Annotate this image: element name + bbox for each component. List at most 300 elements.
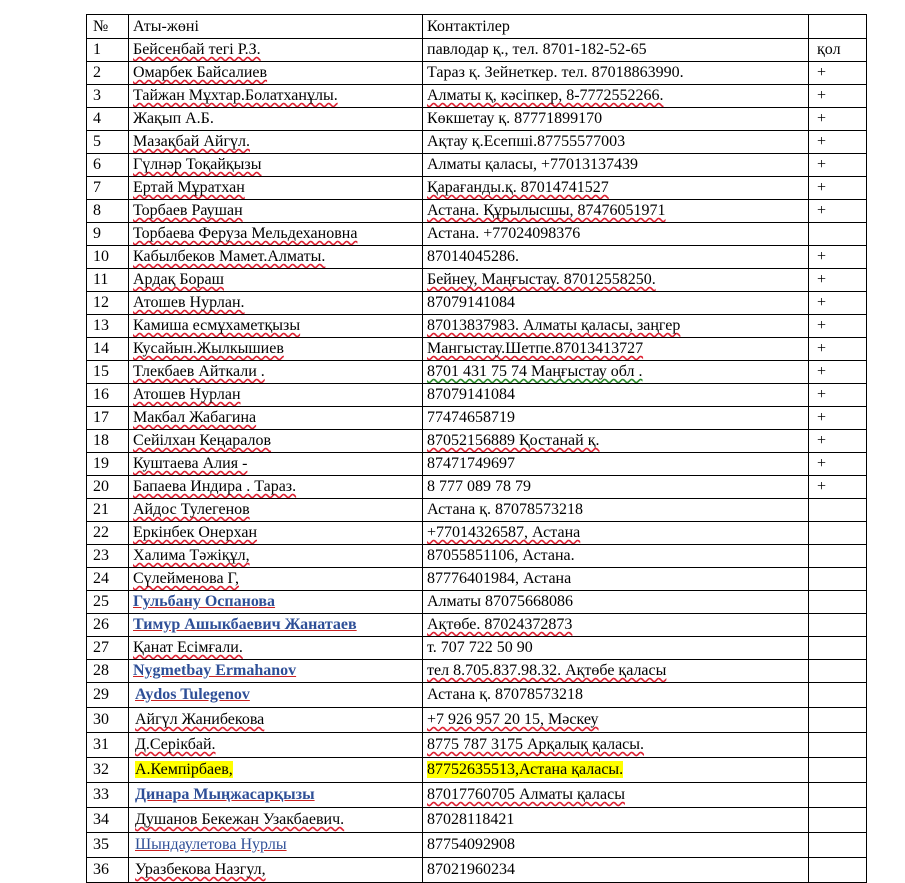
person-name	[129, 660, 423, 683]
person-name	[129, 85, 423, 108]
person-name-text: Атошев Нурлан	[133, 386, 241, 403]
person-name-text: Тайжан Мұхтар.Болатханұлы.	[133, 87, 338, 104]
person-name-text[interactable]: Шындаулетова Нурлы	[135, 836, 287, 853]
person-name-text: Сүлейменова Г,	[133, 570, 239, 587]
table-row	[87, 154, 867, 177]
row-number	[87, 783, 129, 808]
status-mark	[809, 476, 867, 499]
row-number-text: 20	[93, 478, 109, 495]
status-mark	[809, 708, 867, 733]
contact-info-text: Көкшетау қ. 87771899170	[427, 110, 603, 127]
person-name	[129, 177, 423, 200]
person-name	[129, 568, 423, 591]
contact-info-text: 8775 787 3175 Арқалық қаласы.	[427, 736, 645, 753]
status-mark	[809, 858, 867, 883]
person-name-text: Еркінбек Онерхан	[133, 524, 258, 541]
table-row	[87, 499, 867, 522]
contact-info-text: Мангыстау.Шетпе.87013413727	[427, 340, 644, 357]
status-mark-text: +	[817, 87, 827, 104]
person-name-text: Халима Тәжіқұл,	[133, 547, 250, 564]
contact-info	[423, 833, 809, 858]
status-mark	[809, 246, 867, 269]
contact-info	[423, 858, 809, 883]
contact-info-text: т. 707 722 50 90	[427, 639, 533, 656]
table-row	[87, 108, 867, 131]
contact-info	[423, 708, 809, 733]
person-name	[129, 430, 423, 453]
person-name-text[interactable]: Динара Мыңжасарқызы	[135, 786, 315, 803]
contact-info-text: 87017760705 Алматы қаласы	[427, 786, 625, 803]
contact-info	[423, 108, 809, 131]
row-number-text: 8	[93, 202, 101, 219]
status-mark	[809, 292, 867, 315]
table-row	[87, 292, 867, 315]
row-number	[87, 292, 129, 315]
person-name	[129, 269, 423, 292]
person-name-text: Камиша есмұхаметқызы	[133, 317, 301, 334]
person-name-text: Айгүл Жанибекова	[135, 711, 265, 728]
row-number	[87, 833, 129, 858]
row-number	[87, 85, 129, 108]
table-row	[87, 614, 867, 637]
person-name-text: Торбаев Раушан	[133, 202, 243, 219]
row-number-text: 3	[93, 87, 101, 104]
status-mark-text: +	[817, 455, 827, 472]
header-contacts: Контактілер	[423, 15, 809, 39]
person-name	[129, 858, 423, 883]
contact-info	[423, 39, 809, 62]
row-number-text: 17	[93, 409, 109, 426]
row-number	[87, 858, 129, 883]
person-name-text: Атошев Нурлан.	[133, 294, 245, 311]
contact-info-text: 87079141084	[427, 386, 515, 403]
contact-info	[423, 522, 809, 545]
contact-info	[423, 568, 809, 591]
table-row	[87, 223, 867, 246]
row-number	[87, 200, 129, 223]
table-row	[87, 660, 867, 683]
status-mark	[809, 361, 867, 384]
contact-info	[423, 246, 809, 269]
person-name	[129, 223, 423, 246]
contact-info-text: Алматы қаласы, +77013137439	[427, 156, 638, 173]
contact-info	[423, 545, 809, 568]
status-mark	[809, 85, 867, 108]
contact-info	[423, 200, 809, 223]
table-row	[87, 637, 867, 660]
table-row	[87, 591, 867, 614]
status-mark	[809, 591, 867, 614]
table-row	[87, 758, 867, 783]
person-name	[129, 407, 423, 430]
table-row	[87, 39, 867, 62]
person-name	[129, 758, 423, 783]
contact-info-text: Астана қ. 87078573218	[427, 686, 583, 703]
status-mark	[809, 637, 867, 660]
person-name	[129, 708, 423, 733]
row-number-text: 18	[93, 432, 109, 449]
row-number	[87, 683, 129, 708]
status-mark	[809, 758, 867, 783]
status-mark-text: +	[817, 294, 827, 311]
person-name-text: А.Кемпірбаев,	[135, 761, 233, 778]
person-name-text: Ертай Мұратхан	[133, 179, 245, 196]
row-number-text: 32	[93, 761, 109, 778]
contact-info-text: Тараз қ. Зейнеткер. тел. 87018863990.	[427, 64, 684, 81]
row-number	[87, 614, 129, 637]
contact-info	[423, 476, 809, 499]
row-number-text: 29	[93, 686, 109, 703]
status-mark-text: +	[817, 202, 827, 219]
row-number-text: 19	[93, 455, 109, 472]
table-row	[87, 407, 867, 430]
table-row	[87, 708, 867, 733]
table-row	[87, 568, 867, 591]
status-mark	[809, 783, 867, 808]
person-name-text[interactable]: Тимур Ашыкбаевич Жанатаев	[133, 616, 357, 633]
person-name-text: Торбаева Феруза Мельдехановна	[133, 225, 358, 242]
row-number-text: 14	[93, 340, 109, 357]
row-number	[87, 246, 129, 269]
person-name	[129, 683, 423, 708]
status-mark	[809, 39, 867, 62]
document-page	[86, 14, 866, 883]
contact-info	[423, 384, 809, 407]
contact-info	[423, 131, 809, 154]
row-number	[87, 758, 129, 783]
status-mark	[809, 131, 867, 154]
row-number-text: 6	[93, 156, 101, 173]
status-mark-text: +	[817, 156, 827, 173]
contact-info	[423, 499, 809, 522]
status-mark	[809, 545, 867, 568]
contact-info-text: 87079141084	[427, 294, 515, 311]
contact-info	[423, 808, 809, 833]
person-name-text: Мазақбай Айгүл.	[133, 133, 250, 150]
table-row	[87, 246, 867, 269]
table-row	[87, 453, 867, 476]
row-number-text: 34	[93, 811, 109, 828]
row-number-text: 30	[93, 711, 109, 728]
contact-info	[423, 614, 809, 637]
status-mark-text: +	[817, 409, 827, 426]
person-name	[129, 39, 423, 62]
contact-info	[423, 361, 809, 384]
person-name-text: Кусайын.Жылкышиев	[133, 340, 284, 357]
person-name-text: Бейсенбай тегі Р.З.	[133, 41, 261, 58]
contact-info-text: 87028118421	[427, 811, 515, 828]
contact-info-text: +7 926 957 20 15, Мәскеу	[427, 711, 599, 728]
row-number-text: 11	[93, 271, 109, 288]
status-mark-text: +	[817, 271, 827, 288]
row-number-text: 31	[93, 736, 109, 753]
status-mark	[809, 430, 867, 453]
row-number-text: 12	[93, 294, 109, 311]
contact-info-text: 87776401984, Астана	[427, 570, 572, 587]
person-name	[129, 499, 423, 522]
table-row	[87, 131, 867, 154]
row-number-text: 9	[93, 225, 101, 242]
person-name	[129, 476, 423, 499]
row-number	[87, 108, 129, 131]
person-name	[129, 108, 423, 131]
row-number	[87, 131, 129, 154]
table-row	[87, 177, 867, 200]
person-name-text: Душанов Бекежан Узакбаевич.	[135, 811, 345, 828]
person-name	[129, 361, 423, 384]
contact-info	[423, 733, 809, 758]
status-mark	[809, 522, 867, 545]
contact-info	[423, 758, 809, 783]
status-mark	[809, 453, 867, 476]
row-number	[87, 522, 129, 545]
row-number	[87, 361, 129, 384]
contact-info-text: 87754092908	[427, 836, 515, 853]
status-mark	[809, 660, 867, 683]
person-name	[129, 131, 423, 154]
person-name	[129, 522, 423, 545]
row-number	[87, 338, 129, 361]
table-row	[87, 783, 867, 808]
row-number	[87, 708, 129, 733]
row-number	[87, 733, 129, 758]
contact-info-text: Бейнеу, Маңғыстау. 87012558250.	[427, 271, 656, 288]
row-number-text: 33	[93, 786, 109, 803]
status-mark	[809, 808, 867, 833]
status-mark	[809, 614, 867, 637]
contact-info-text: тел 8.705.837.98.32. Ақтөбе қаласы	[427, 662, 667, 679]
status-mark-text: +	[817, 110, 827, 127]
table-row	[87, 200, 867, 223]
row-number-text: 26	[93, 616, 109, 633]
contact-info-text: 8 777 089 78 79	[427, 478, 531, 495]
contact-info	[423, 85, 809, 108]
person-name-text: Ардақ Бораш	[133, 271, 224, 288]
contact-info-text: Алматы 87075668086	[427, 593, 573, 610]
person-name-text: Сейілхан Кеңаралов	[133, 432, 272, 449]
table-row	[87, 833, 867, 858]
status-mark	[809, 733, 867, 758]
row-number	[87, 637, 129, 660]
contact-info-text: 77474658719	[427, 409, 515, 426]
row-number-text: 22	[93, 524, 109, 541]
contact-info-text: 87471749697	[427, 455, 515, 472]
table-row	[87, 858, 867, 883]
header-name: Аты-жөні	[129, 15, 423, 39]
person-name	[129, 733, 423, 758]
contact-info-text: 87021960234	[427, 861, 515, 878]
contact-info-text: Астана қ. 87078573218	[427, 501, 583, 518]
table-row	[87, 62, 867, 85]
contact-info-text: 87052156889 Қостанай қ.	[427, 432, 600, 449]
contact-info	[423, 269, 809, 292]
status-mark-text: +	[817, 64, 827, 81]
contacts-table	[86, 14, 867, 883]
person-name	[129, 783, 423, 808]
contact-info	[423, 338, 809, 361]
row-number	[87, 223, 129, 246]
header-mark	[809, 15, 867, 39]
status-mark	[809, 269, 867, 292]
row-number	[87, 808, 129, 833]
contact-info-text: Ақтау қ.Есепші.87755577003	[427, 133, 626, 150]
row-number	[87, 154, 129, 177]
person-name	[129, 637, 423, 660]
person-name-text: Макбал Жабагина	[133, 409, 257, 426]
table-row	[87, 269, 867, 292]
contact-info-text: 8701 431 75 74 Маңғыстау обл .	[427, 363, 643, 380]
status-mark	[809, 407, 867, 430]
row-number	[87, 499, 129, 522]
row-number	[87, 591, 129, 614]
person-name-text: Кабылбеков Мамет.Алматы.	[133, 248, 326, 265]
status-mark	[809, 683, 867, 708]
row-number-text: 1	[93, 41, 101, 58]
header-number: №	[87, 15, 129, 39]
row-number-text: 24	[93, 570, 109, 587]
row-number	[87, 430, 129, 453]
table-row	[87, 338, 867, 361]
table-row	[87, 476, 867, 499]
contact-info	[423, 783, 809, 808]
row-number	[87, 568, 129, 591]
row-number-text: 2	[93, 64, 101, 81]
row-number	[87, 384, 129, 407]
contact-info	[423, 430, 809, 453]
row-number-text: 16	[93, 386, 109, 403]
contact-info	[423, 453, 809, 476]
person-name	[129, 545, 423, 568]
person-name-text: Д.Серікбай.	[135, 736, 216, 753]
contact-info-text: 87752635513,Астана қаласы.	[427, 761, 624, 778]
status-mark	[809, 177, 867, 200]
status-mark	[809, 108, 867, 131]
table-row	[87, 85, 867, 108]
contact-info	[423, 683, 809, 708]
status-mark-text: +	[817, 248, 827, 265]
row-number-text: 7	[93, 179, 101, 196]
row-number-text: 27	[93, 639, 109, 656]
contact-info	[423, 62, 809, 85]
row-number-text: 13	[93, 317, 109, 334]
contact-info	[423, 177, 809, 200]
table-row	[87, 522, 867, 545]
person-name	[129, 591, 423, 614]
contact-info	[423, 407, 809, 430]
person-name-text[interactable]: Aydos Tulegenov	[135, 686, 250, 703]
row-number	[87, 545, 129, 568]
contact-info-text: 87055851106, Астана.	[427, 547, 575, 564]
status-mark-text: қол	[817, 41, 841, 58]
row-number-text: 21	[93, 501, 109, 518]
person-name	[129, 246, 423, 269]
status-mark	[809, 154, 867, 177]
contact-info-text: 87014045286.	[427, 248, 519, 265]
status-mark	[809, 223, 867, 246]
row-number	[87, 453, 129, 476]
contact-info	[423, 292, 809, 315]
row-number-text: 4	[93, 110, 101, 127]
row-number-text: 10	[93, 248, 109, 265]
status-mark-text: +	[817, 478, 827, 495]
person-name	[129, 292, 423, 315]
table-row	[87, 315, 867, 338]
contact-info-text: Астана. Құрылысшы, 87476051971	[427, 202, 666, 219]
status-mark-text: +	[817, 133, 827, 150]
contact-info-text: Қарағанды.қ. 87014741527	[427, 179, 609, 196]
table-header-row	[87, 15, 867, 39]
person-name	[129, 315, 423, 338]
person-name-text: Омарбек Байсалиев	[133, 64, 268, 81]
row-number	[87, 315, 129, 338]
status-mark-text: +	[817, 317, 827, 334]
person-name	[129, 384, 423, 407]
status-mark	[809, 200, 867, 223]
row-number	[87, 62, 129, 85]
contact-info-text: +77014326587, Астана	[427, 524, 581, 541]
contact-info-text: Ақтөбе. 87024372873	[427, 616, 573, 633]
row-number-text: 15	[93, 363, 109, 380]
contact-info	[423, 660, 809, 683]
row-number-text: 5	[93, 133, 101, 150]
status-mark	[809, 833, 867, 858]
person-name	[129, 833, 423, 858]
contact-info-text: 87013837983. Алматы қаласы, заңгер	[427, 317, 681, 334]
contact-info	[423, 315, 809, 338]
person-name	[129, 614, 423, 637]
person-name-text[interactable]: Nygmetbay Ermahanov	[133, 662, 297, 679]
row-number	[87, 476, 129, 499]
contact-info	[423, 154, 809, 177]
person-name	[129, 453, 423, 476]
row-number-text: 25	[93, 593, 109, 610]
status-mark	[809, 499, 867, 522]
row-number-text: 23	[93, 547, 109, 564]
table-row	[87, 733, 867, 758]
row-number-text: 35	[93, 836, 109, 853]
table-row	[87, 683, 867, 708]
person-name-text: Уразбекова Назгул,	[135, 861, 266, 878]
status-mark	[809, 338, 867, 361]
person-name-text: Жақып А.Б.	[133, 110, 214, 127]
row-number	[87, 177, 129, 200]
person-name	[129, 62, 423, 85]
status-mark-text: +	[817, 432, 827, 449]
person-name	[129, 338, 423, 361]
row-number-text: 36	[93, 861, 109, 878]
status-mark-text: +	[817, 179, 827, 196]
contact-info-text: Алматы қ, кәсіпкер, 8-7772552266.	[427, 87, 664, 104]
table-row	[87, 545, 867, 568]
person-name	[129, 808, 423, 833]
status-mark	[809, 62, 867, 85]
table-row	[87, 361, 867, 384]
person-name-text: Гүлнәр Тоқайқызы	[133, 156, 262, 173]
row-number-text: 28	[93, 662, 109, 679]
person-name	[129, 200, 423, 223]
person-name-text: Куштаева Алия -	[133, 455, 248, 472]
person-name-text: Қанат Есімғали.	[133, 639, 243, 656]
person-name-text: Тлекбаев Айткали .	[133, 363, 265, 380]
table-row	[87, 384, 867, 407]
contact-info	[423, 637, 809, 660]
row-number	[87, 39, 129, 62]
row-number	[87, 407, 129, 430]
person-name-text: Бапаева Индира . Тараз.	[133, 478, 297, 495]
person-name-text[interactable]: Гульбану Оспанова	[133, 593, 276, 610]
table-row	[87, 430, 867, 453]
status-mark-text: +	[817, 386, 827, 403]
